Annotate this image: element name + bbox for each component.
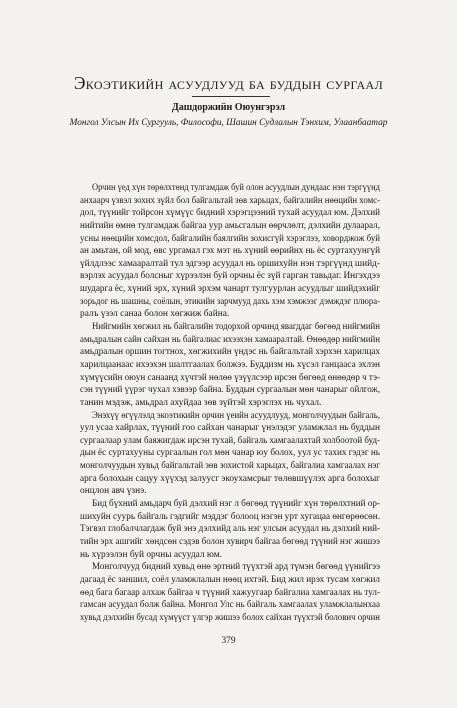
text-line: танин мэдэж, амьдрал ахуйдаа зөв зүйтэй хэрэглэх нь чухал. bbox=[80, 397, 322, 408]
text-line: ралъ үзэл санаа болон хөгжиж байна. bbox=[80, 309, 230, 320]
author-name: Дашдоржийн Оюунгэрэл bbox=[171, 102, 286, 113]
text-line: Бид бүхний амьдарч буй дэлхий нэг л бөгөөд түүнийг хүн төрөлхтний ор- bbox=[92, 499, 380, 510]
text-line: монголчуудын хувьд байгальтай зөв зохистой харьцах, байгалиа хамгаалах нэг bbox=[80, 461, 380, 472]
paragraph bbox=[80, 410, 380, 498]
text-line: үйлдлээс хамааралтай тул эдгээр асуудал нь оршихуйн нэн тэргүүнд шийд- bbox=[80, 258, 380, 269]
text-line: зорьдог нь шашны, соёлын, этикийн зарчмууд дахь хэм хэмжээг дэмждэг плюра- bbox=[80, 296, 380, 307]
text-line: сургаалаар улам баяжигдаж ирсэн тухай, байгаль хамгаалахтай холбоотой буд- bbox=[80, 435, 380, 446]
text-line: нь хүрээлэн буй орчны асуудал юм. bbox=[80, 549, 223, 560]
text-line: амьдралын сайн сайхан нь байгалиас ихээхэн хамааралтай. Өнөөдөр нийгмийн bbox=[80, 334, 380, 345]
text-line: анхаарч үзвэл зохих зүйл бол байгальтай зөв харьцах, байгалийн нөөцийн хомс- bbox=[80, 195, 380, 206]
text-line: арга болохын сацуу хүүхэд залуусг экоухамсрыг төлөвшүүлэх арга болохыг bbox=[80, 473, 380, 484]
author-affiliation: Монгол Улсын Их Сургууль, Философи, Шашин Судлалын Тэнхим, Улаанбаатар bbox=[69, 118, 388, 128]
text-line: шударга ёс, хүний эрх, хүний эрхэм чанарт тулгуурлан асуудлыг шийдэхийг bbox=[80, 284, 380, 295]
title-divider bbox=[192, 96, 270, 97]
body-text bbox=[80, 182, 380, 624]
text-line: ан амьтан, ой мод, өвс ургамал гэх мэт нь хүний өөрийнх нь ёс суртахуунгүй bbox=[80, 246, 380, 257]
text-line: дагаад ёс заншил, соёл уламжлалын нөөц ихтэй. Бид жил ирэх тусам хөгжил bbox=[80, 574, 380, 585]
text-line: Монголчууд бидний хувьд өнө эртний түүхтэй ард түмэн бөгөөд үүнийгээ bbox=[92, 562, 380, 573]
paragraph bbox=[80, 182, 380, 321]
text-line: Энэхүү өгүүлэлд экоэтикийн орчин үеийн асуудлууд, монголчуудын байгаль, bbox=[92, 410, 380, 421]
text-line: харилцаанаас ихээхэн шалтгаалах болжээ. Буддизм нь хүсэл ганцааса эхлэн bbox=[80, 359, 380, 370]
text-line: хүмүүсийн оюун санаанд хүчтэй нөлөө үзүүлсээр ирсэн бөгөөд өнөөдөр ч тэ- bbox=[80, 372, 380, 383]
paragraph bbox=[80, 321, 380, 409]
paragraph bbox=[80, 561, 380, 624]
text-line: дол, түүнийг тойрсон хүмүүс бидний хэрэгцээний тухай асуудал юм. Дэлхий bbox=[80, 208, 380, 219]
text-line: гамсан асуудал болж байна. Монгол Улс нь байгаль хамгаалах уламжлалынхаа bbox=[80, 600, 380, 611]
text-line: Орчин үед хүн төрөлхтөнд тулгамдаж буй олон асуудлын дундаас нэн тэргүүнд bbox=[92, 183, 380, 193]
chapter-title: Экоэтикийн асуудлууд ба буддын сургаал bbox=[73, 73, 384, 93]
text-line: өөд бага багаар алхаж байгаа ч түүний хажуугаар байгалиа хамгаалах нь тул- bbox=[80, 587, 380, 598]
page-number: 379 bbox=[221, 636, 236, 646]
text-line: вэрлэх асуудал болсныг хүрээлэн буй орчны ёс зүй гарган тавьдаг. Ингэхдээ bbox=[80, 271, 380, 282]
text-line: амьдралын оршин тогтнох, хөгжихийн үндэс нь байгальтай хэрхэн харилцах bbox=[80, 347, 380, 358]
text-line: хувьд дэлхийн бусад хүмүүст үлгэр жишээ болох сайхан түүхтэй болович орчин bbox=[80, 612, 380, 623]
text-line: уул усаа хайрлах, түүний гоо сайхан чанарыг үнэлэдэг уламжлал нь буддын bbox=[80, 423, 380, 434]
text-line: Нийгмийн хөгжил нь байгалийн тодорхой орчинд явагддаг бөгөөд нийгмийн bbox=[92, 322, 380, 333]
text-line: тийн эрх ашгийг хөндсөн сэдэв болон хувирч байгаа бөгөөд түүний нэг жишээ bbox=[80, 536, 380, 547]
text-line: сэн түүний үүрэг чухал хэвээр байна. Буддын сургаалын мөн чанарыг ойлгож, bbox=[80, 385, 380, 396]
text-line: дын ёс суртахууны сургаалын гол мөн чанар юу болох, уул ус тахих гэдэг нь bbox=[80, 448, 380, 459]
text-line: нийтийн өмнө тулгамдаж байгаа уур амьсгалын өөрчлөлт, дэлхийн дулаарал, bbox=[80, 220, 380, 231]
text-line: Тэгвэл глобалчлагдаж буй энэ дэлхийд аль нэг улсын асуудал нь дэлхий ний- bbox=[80, 524, 380, 535]
text-line: онцлон авч үзнэ. bbox=[80, 486, 147, 497]
paragraph bbox=[80, 498, 380, 561]
text-line: шихуйн суурь байгаль гэдгийг мэддэг болооц нэгэн урт хугацаа өнгөрөөсөн. bbox=[80, 511, 380, 522]
text-line: усны нөөцийн хомсдол, байгалийн баялгийн зохисгүй хэрэглээ, ховорджож буй bbox=[80, 233, 380, 244]
